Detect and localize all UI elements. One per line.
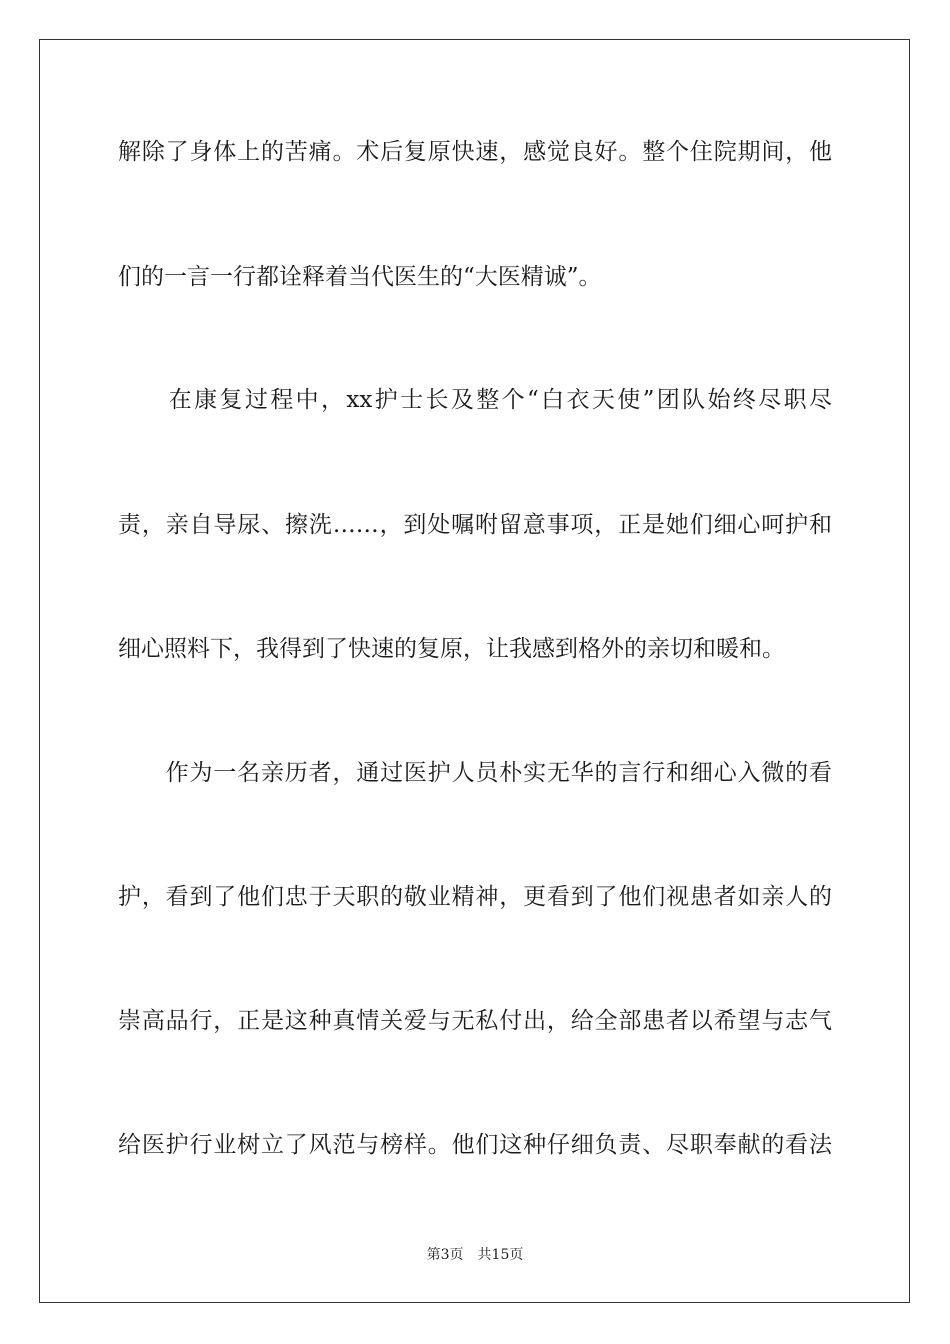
body-text-line: 解除了身体上的苦痛。术后复原快速，感觉良好。整个住院期间，他 [118, 139, 832, 165]
body-text-line: 护，看到了他们忠于天职的敬业精神，更看到了他们视患者如亲人的 [118, 884, 832, 910]
body-text-line: 们的一言一行都诠释着当代医生的“大医精诚”。 [118, 264, 602, 290]
page-number-footer: 第3页 共15页 [426, 1247, 524, 1263]
body-text-line: 给医护行业树立了风范与榜样。他们这种仔细负责、尽职奉献的看法 [118, 1132, 832, 1158]
body-text-line: 责，亲自导尿、擦洗……，到处嘱咐留意事项，正是她们细心呵护和 [118, 512, 832, 538]
body-text-line: 在康复过程中，xx护士长及整个“白衣天使”团队始终尽职尽 [118, 387, 832, 413]
body-text-line: 崇高品行，正是这种真情关爱与无私付出，给全部患者以希望与志气 [118, 1008, 832, 1034]
page-border [39, 39, 910, 1303]
body-text-line: 细心照料下，我得到了快速的复原，让我感到格外的亲切和暖和。 [118, 636, 785, 662]
body-text-line: 作为一名亲历者，通过医护人员朴实无华的言行和细心入微的看 [118, 760, 832, 786]
